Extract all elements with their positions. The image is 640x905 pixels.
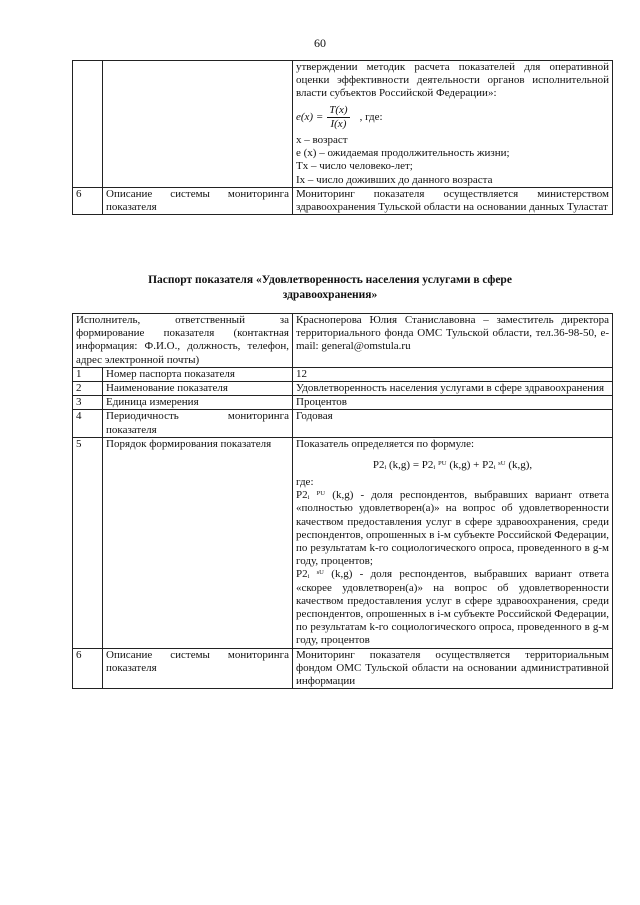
table-row	[73, 381, 613, 395]
label-cell: Описание системы мониторинга показателя	[103, 187, 293, 214]
value-cell: Процентов	[293, 396, 613, 410]
value-cell: Годовая	[293, 410, 613, 437]
definition-pu: P2ᵢ ᴾᵁ (k,g) - доля респондентов, выбравших вариант ответа «полностью удовлетворен(а)» на вопрос об удовлетворенности качеством предоставления услуг в сфере здравоохранения, среди респондентов, опрошенных в i-м субъекте Российской Федерации, по результатам k-го социологического опроса, проведенного в g-м году, процентов;	[296, 489, 609, 568]
label-cell: Порядок формирования показателя	[103, 437, 293, 648]
row-number-cell: 2	[73, 381, 103, 395]
table-row	[73, 187, 613, 214]
label-cell: Номер паспорта показателя	[103, 367, 293, 381]
value-cell	[293, 61, 613, 188]
formula-where: где:	[296, 476, 314, 489]
formula-fraction	[327, 104, 349, 131]
method-text: утверждении методик расчета показателей для оперативной оценки эффективности деятельности органов исполнительной власти субъектов Российской Федерации»:	[296, 61, 609, 100]
value-cell: Мониторинг показателя осуществляется министерством здравоохранения Тульской области на основании данных Туластат	[293, 187, 613, 214]
executor-value-cell: Красноперова Юлия Станиславовна – заместитель директора территориального фонда ОМС Тульской области, тел.36-98-50, e-mail: general@omstula.ru	[293, 314, 613, 368]
row-number-cell: 6	[73, 648, 103, 689]
formula-numerator: T(x)	[327, 104, 349, 118]
life-expectancy-formula	[296, 104, 609, 131]
row-number-cell	[73, 61, 103, 188]
value-cell: Удовлетворенность населения услугами в сфере здравоохранения	[293, 381, 613, 395]
table-row	[73, 61, 613, 188]
variable-definition: x – возраст	[296, 133, 348, 146]
value-cell	[293, 437, 613, 648]
variable-definition: Tx – число человеко-лет;	[296, 160, 413, 173]
indicator-table-continued	[72, 60, 613, 215]
row-number-cell: 1	[73, 367, 103, 381]
row-number-cell: 3	[73, 396, 103, 410]
table-row	[73, 314, 613, 368]
label-cell: Периодичность мониторинга показателя	[103, 410, 293, 437]
label-cell: Единица измерения	[103, 396, 293, 410]
value-cell: 12	[293, 367, 613, 381]
label-cell: Описание системы мониторинга показателя	[103, 648, 293, 689]
formula-lhs: e(x) =	[296, 110, 324, 123]
executor-label-cell: Исполнитель, ответственный за формирование показателя (контактная информация: Ф.И.О., должность, телефон, адрес электронной почты)	[73, 314, 293, 368]
table-row	[73, 396, 613, 410]
formula-denominator: I(x)	[330, 117, 347, 130]
page-number: 60	[314, 36, 326, 50]
formula-tail: , где:	[359, 110, 383, 123]
indicator-passport-table	[72, 313, 613, 689]
label-cell	[103, 61, 293, 188]
satisfaction-formula: P2ᵢ (k,g) = P2ᵢ ᴾᵁ (k,g) + P2ᵢ ˢᵁ (k,g),	[372, 458, 533, 471]
definition-su: P2ᵢ ˢᵁ (k,g) - доля респондентов, выбравших вариант ответа «скорее удовлетворен(а)» на вопрос об удовлетворенности качеством предоставления услуг в сфере здравоохранения, среди респондентов, опрошенных в i-м субъекте Российской Федерации, по результатам k-го социологического опроса, проведенного в g-м году, процентов	[296, 568, 609, 647]
table-row	[73, 648, 613, 689]
label-cell: Наименование показателя	[103, 381, 293, 395]
row-number-cell: 6	[73, 187, 103, 214]
table-row	[73, 367, 613, 381]
passport-heading: Паспорт показателя «Удовлетворенность населения услугами в сфере здравоохранения»	[148, 274, 512, 301]
variable-definition: e (x) – ожидаемая продолжительность жизни;	[296, 147, 510, 160]
formula-intro: Показатель определяется по формуле:	[296, 437, 475, 450]
table-row	[73, 410, 613, 437]
row-number-cell: 4	[73, 410, 103, 437]
table-row	[73, 437, 613, 648]
row-number-cell: 5	[73, 437, 103, 648]
value-cell: Мониторинг показателя осуществляется территориальным фондом ОМС Тульской области на основании административной информации	[293, 648, 613, 689]
variable-definition: Ix – число доживших до данного возраста	[296, 173, 493, 186]
